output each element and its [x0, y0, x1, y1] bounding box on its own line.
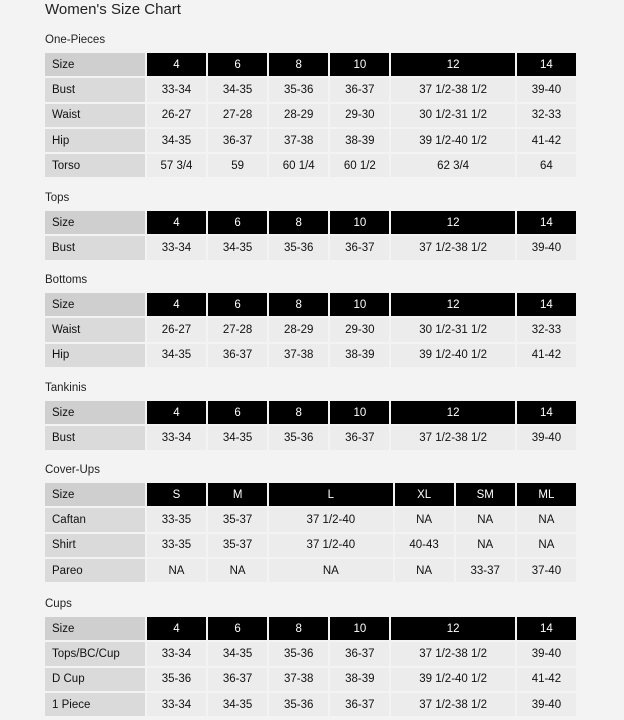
measurement-cell: 39-40 — [517, 426, 576, 449]
row-label: Waist — [45, 318, 145, 341]
measurement-cell: 39 1/2-40 1/2 — [391, 344, 514, 367]
measurement-cell: 36-37 — [208, 129, 267, 152]
measurement-cell: 32-33 — [517, 318, 576, 341]
measurement-cell: 62 3/4 — [391, 154, 514, 177]
table-row — [45, 129, 576, 152]
size-header-cell: 12 — [391, 211, 514, 234]
size-header-cell: 4 — [147, 53, 206, 76]
measurement-cell: 27-28 — [208, 104, 267, 127]
table-row — [45, 693, 576, 716]
size-header-cell: 6 — [208, 293, 267, 316]
measurement-cell: 37 1/2-38 1/2 — [391, 236, 514, 259]
measurement-cell: 60 1/2 — [330, 154, 389, 177]
size-header-cell: 14 — [517, 293, 576, 316]
row-label: Bust — [45, 236, 145, 259]
measurement-cell: 36-37 — [330, 426, 389, 449]
size-table-cups — [43, 615, 578, 718]
size-header-cell: 8 — [269, 211, 328, 234]
measurement-cell: 64 — [517, 154, 576, 177]
row-label: Pareo — [45, 559, 145, 582]
size-header-cell: 10 — [330, 401, 389, 424]
header-row — [45, 53, 576, 76]
section-cups — [45, 597, 576, 718]
measurement-cell: 35-36 — [269, 693, 328, 716]
measurement-cell: 39 1/2-40 1/2 — [391, 129, 514, 152]
table-row — [45, 78, 576, 101]
section-tops — [45, 191, 576, 262]
measurement-cell: 29-30 — [330, 318, 389, 341]
size-header-cell: ML — [517, 483, 576, 506]
measurement-cell: 34-35 — [147, 129, 206, 152]
size-header-cell: 4 — [147, 401, 206, 424]
measurement-cell: 41-42 — [517, 129, 576, 152]
measurement-cell: 33-34 — [147, 236, 206, 259]
size-header-cell: 6 — [208, 401, 267, 424]
measurement-cell: 35-36 — [269, 642, 328, 665]
size-header-cell: 10 — [330, 617, 389, 640]
row-label: Hip — [45, 344, 145, 367]
size-table-tops — [43, 209, 578, 262]
measurement-cell: 34-35 — [208, 426, 267, 449]
measurement-cell: 60 1/4 — [269, 154, 328, 177]
size-header-cell: 4 — [147, 617, 206, 640]
section-one-pieces — [45, 33, 576, 179]
measurement-cell: 29-30 — [330, 104, 389, 127]
measurement-cell: 40-43 — [395, 534, 454, 557]
measurement-cell: 33-35 — [147, 534, 206, 557]
size-table-cover-ups — [43, 481, 578, 584]
measurement-cell: 30 1/2-31 1/2 — [391, 104, 514, 127]
measurement-cell: 37 1/2-40 — [269, 534, 392, 557]
row-label: Shirt — [45, 534, 145, 557]
measurement-cell: 34-35 — [208, 693, 267, 716]
table-row — [45, 236, 576, 259]
row-label: Size — [45, 617, 145, 640]
measurement-cell: 28-29 — [269, 318, 328, 341]
table-row — [45, 318, 576, 341]
size-header-cell: M — [208, 483, 267, 506]
size-header-cell: 10 — [330, 211, 389, 234]
measurement-cell: 28-29 — [269, 104, 328, 127]
header-row — [45, 483, 576, 506]
row-label: Bust — [45, 78, 145, 101]
size-table-bottoms — [43, 291, 578, 369]
measurement-cell: 35-36 — [269, 236, 328, 259]
size-header-cell: 8 — [269, 617, 328, 640]
measurement-cell: NA — [517, 508, 576, 531]
measurement-cell: 35-37 — [208, 508, 267, 531]
measurement-cell: 39 1/2-40 1/2 — [391, 668, 514, 691]
table-row — [45, 668, 576, 691]
measurement-cell: 38-39 — [330, 668, 389, 691]
measurement-cell: 39-40 — [517, 78, 576, 101]
size-header-cell: 6 — [208, 617, 267, 640]
table-row — [45, 104, 576, 127]
header-row — [45, 401, 576, 424]
section-title: Bottoms — [45, 274, 88, 286]
size-header-cell: 10 — [330, 53, 389, 76]
measurement-cell: 36-37 — [330, 236, 389, 259]
measurement-cell: 27-28 — [208, 318, 267, 341]
row-label: Size — [45, 293, 145, 316]
size-header-cell: 8 — [269, 53, 328, 76]
measurement-cell: 39-40 — [517, 642, 576, 665]
section-title: Tankinis — [45, 382, 87, 394]
header-row — [45, 293, 576, 316]
size-table-tankinis — [43, 399, 578, 452]
measurement-cell: 36-37 — [330, 78, 389, 101]
size-header-cell: SM — [456, 483, 515, 506]
measurement-cell: 36-37 — [208, 668, 267, 691]
size-header-cell: S — [147, 483, 206, 506]
size-header-cell: 12 — [391, 401, 514, 424]
size-header-cell: 4 — [147, 293, 206, 316]
size-header-cell: 14 — [517, 617, 576, 640]
size-header-cell: 14 — [517, 211, 576, 234]
row-label: Tops/BC/Cup — [45, 642, 145, 665]
table-row — [45, 534, 576, 557]
table-row — [45, 508, 576, 531]
measurement-cell: 34-35 — [147, 344, 206, 367]
size-header-cell: 8 — [269, 293, 328, 316]
measurement-cell: 36-37 — [330, 693, 389, 716]
row-label: Torso — [45, 154, 145, 177]
row-label: Size — [45, 211, 145, 234]
section-title: Cover-Ups — [45, 464, 100, 476]
measurement-cell: 37-38 — [269, 129, 328, 152]
measurement-cell: 35-36 — [269, 426, 328, 449]
measurement-cell: 39-40 — [517, 236, 576, 259]
measurement-cell: NA — [517, 534, 576, 557]
row-label: Size — [45, 53, 145, 76]
measurement-cell: 34-35 — [208, 642, 267, 665]
measurement-cell: 33-37 — [456, 559, 515, 582]
size-header-cell: 8 — [269, 401, 328, 424]
measurement-cell: 41-42 — [517, 344, 576, 367]
measurement-cell: 36-37 — [330, 642, 389, 665]
table-row — [45, 642, 576, 665]
header-row — [45, 211, 576, 234]
measurement-cell: 32-33 — [517, 104, 576, 127]
measurement-cell: 30 1/2-31 1/2 — [391, 318, 514, 341]
table-row — [45, 559, 576, 582]
row-label: Caftan — [45, 508, 145, 531]
size-header-cell: 4 — [147, 211, 206, 234]
row-label: D Cup — [45, 668, 145, 691]
row-label: Size — [45, 401, 145, 424]
row-label: 1 Piece — [45, 693, 145, 716]
measurement-cell: 26-27 — [147, 104, 206, 127]
measurement-cell: 34-35 — [208, 236, 267, 259]
size-header-cell: 12 — [391, 617, 514, 640]
section-tankinis — [45, 381, 576, 452]
measurement-cell: 37-38 — [269, 668, 328, 691]
measurement-cell: 57 3/4 — [147, 154, 206, 177]
section-cover-ups — [45, 463, 576, 584]
table-row — [45, 426, 576, 449]
size-header-cell: 14 — [517, 401, 576, 424]
measurement-cell: NA — [456, 534, 515, 557]
measurement-cell: 33-34 — [147, 693, 206, 716]
measurement-cell: NA — [147, 559, 206, 582]
measurement-cell: 37 1/2-38 1/2 — [391, 426, 514, 449]
size-header-cell: 14 — [517, 53, 576, 76]
measurement-cell: NA — [395, 559, 454, 582]
measurement-cell: 35-36 — [147, 668, 206, 691]
row-label: Size — [45, 483, 145, 506]
section-title: Cups — [45, 598, 72, 610]
measurement-cell: NA — [269, 559, 392, 582]
header-row — [45, 617, 576, 640]
measurement-cell: 33-34 — [147, 426, 206, 449]
measurement-cell: NA — [208, 559, 267, 582]
size-header-cell: XL — [395, 483, 454, 506]
table-row — [45, 344, 576, 367]
measurement-cell: 37-40 — [517, 559, 576, 582]
table-row — [45, 154, 576, 177]
measurement-cell: 26-27 — [147, 318, 206, 341]
section-bottoms — [45, 273, 576, 369]
size-header-cell: L — [269, 483, 392, 506]
measurement-cell: 35-37 — [208, 534, 267, 557]
page-title: Women's Size Chart — [45, 1, 181, 18]
size-header-cell: 6 — [208, 211, 267, 234]
measurement-cell: 37 1/2-38 1/2 — [391, 78, 514, 101]
row-label: Waist — [45, 104, 145, 127]
size-header-cell: 12 — [391, 293, 514, 316]
measurement-cell: 38-39 — [330, 129, 389, 152]
measurement-cell: 33-34 — [147, 642, 206, 665]
measurement-cell: 33-34 — [147, 78, 206, 101]
measurement-cell: 37 1/2-40 — [269, 508, 392, 531]
section-title: One-Pieces — [45, 34, 106, 46]
measurement-cell: 37 1/2-38 1/2 — [391, 693, 514, 716]
measurement-cell: 37-38 — [269, 344, 328, 367]
measurement-cell: 59 — [208, 154, 267, 177]
size-header-cell: 12 — [391, 53, 514, 76]
row-label: Bust — [45, 426, 145, 449]
measurement-cell: 34-35 — [208, 78, 267, 101]
size-header-cell: 10 — [330, 293, 389, 316]
measurement-cell: NA — [395, 508, 454, 531]
measurement-cell: 41-42 — [517, 668, 576, 691]
measurement-cell: 38-39 — [330, 344, 389, 367]
row-label: Hip — [45, 129, 145, 152]
measurement-cell: 36-37 — [208, 344, 267, 367]
measurement-cell: 35-36 — [269, 78, 328, 101]
measurement-cell: 37 1/2-38 1/2 — [391, 642, 514, 665]
measurement-cell: 39-40 — [517, 693, 576, 716]
section-title: Tops — [45, 192, 70, 204]
measurement-cell: 33-35 — [147, 508, 206, 531]
size-table-one-pieces — [43, 51, 578, 179]
size-header-cell: 6 — [208, 53, 267, 76]
measurement-cell: NA — [456, 508, 515, 531]
